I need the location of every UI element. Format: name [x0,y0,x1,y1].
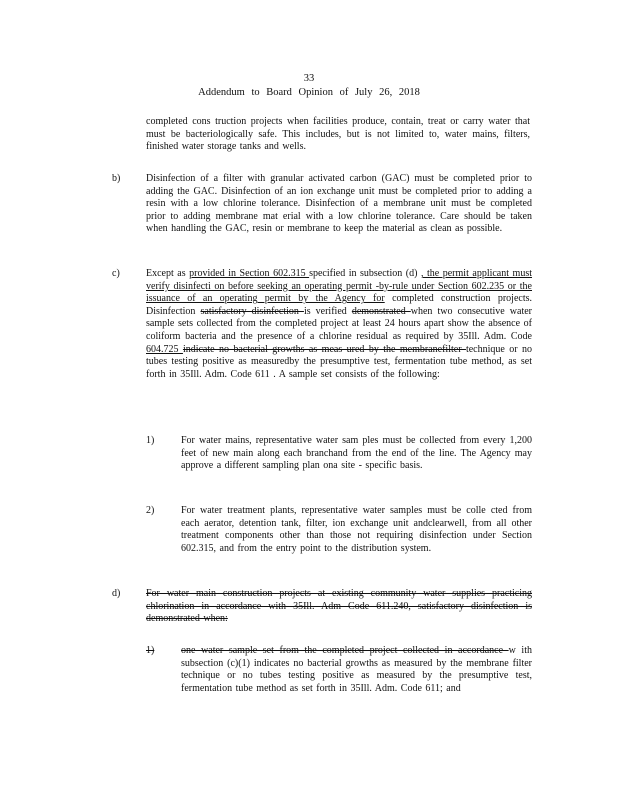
item-1-paragraph [181,435,532,473]
section-c-text-4: is verified [303,305,352,317]
page-number: 33 [303,73,315,84]
section-c-text-2: specified in subsection (d) [309,268,421,279]
section-c-label: c) [112,268,120,279]
item-2-paragraph [181,505,532,555]
section-d-item-1-label: 1) [146,645,155,656]
section-b-text: Disinfection of a filter with granular activated carbon (GAC) must be completed prior to adding the GAC. Disinfection of an ion exchange unit must be completed prior to adding a resin with a low chlorine tolerance. Disinfection of a membrane unit must be completed prior to adding membrane mat erial with a low chlorine tolerance. Care should be taken when handling the GAC, resin or membrane to keep the material as clean as possible. [146,173,532,235]
section-b-paragraph [146,173,532,236]
section-c-text-3: completed construction projects. Disinfection [146,293,532,317]
section-c-paragraph [146,268,532,381]
page-title: Addendum to Board Opinion of July 26, 2018 [198,87,420,98]
section-c-deleted-1: satisfactory disinfection [200,305,304,317]
section-d-item-1-text: w ith subsection (c)(1) indicates no bacterial growths as measured by the membrane filter technique or no tubes testing positive as measured by the presumptive test, fermentation tube method as set forth in 35Ill. Adm. Code 611; and [181,645,532,694]
section-c-deleted-3: indicate no bacterial growths as meas ured by the membranefilter [182,343,466,355]
section-c-inserted-1: provided in Section 602.315 [189,268,310,279]
section-c-text-5: when two consecutive water sample sets collected from the completed project at least 24 hours apart show the absence of coliform bacteria and the presence of a chlorine residual as required by 35Ill. Adm. Code [146,305,533,342]
section-d-item-1-paragraph [181,645,532,695]
section-c-inserted-2: , the permit applicant must verify disinfecti on before seeking an operating permit -by-rule under Section 602.235 or the issuance of an operating permit by the Agency for [146,268,533,305]
intro-text: completed cons truction projects when facilities produce, contain, treat or carry water that must be bacteriologically safe. This includes, but is not limited to, water mains, filters, finished water storage tanks and wells. [146,116,530,153]
item-1-text: For water mains, representative water sam ples must be collected from every 1,200 feet of new main along each branchand from the end of the line. The Agency may approve a different sampling plan ona site - specific basis. [181,435,532,472]
item-2-label: 2) [146,505,155,516]
item-1-label: 1) [146,435,155,446]
item-2-text: For water treatment plants, representative water samples must be colle cted from each aerator, detention tank, filter, ion exchange unit andclearwell, from all other treatment components other than those not requiring disinfection under Section 602.315, and from the entry point to the distribution system. [181,505,532,554]
section-d-label: d) [112,588,121,599]
section-b-label: b) [112,173,121,184]
section-d-paragraph [146,588,532,626]
section-c-text-1: Except as [146,268,190,279]
section-c-inserted-3: 604.725 [146,343,183,355]
section-d-deleted-text: For water main construction projects at existing community water supplies practicing chlorination in accordance with 35Ill. Adm Code 611.240, satisfactory disinfection is demonstrated when: [146,588,532,625]
intro-paragraph [146,116,530,154]
section-d-item-1-deleted: one water sample set from the completed project collected in accordance [181,645,509,656]
section-c-deleted-2: demonstrated [351,305,411,317]
section-c-text-6: technique or no tubes testing positive as measuredby the presumptive test, fermentation tube method, as set forth in 35Ill. Adm. Code 611 . A sample set consists of the following: [146,343,533,380]
